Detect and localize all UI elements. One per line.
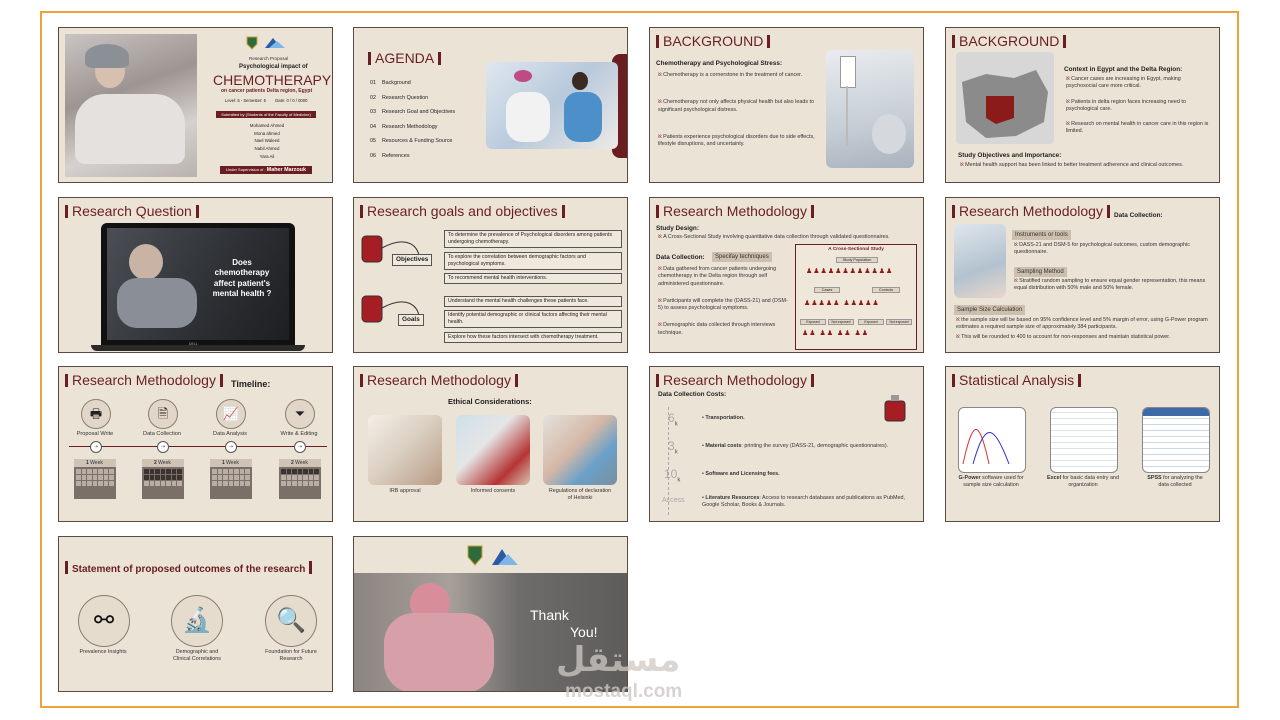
- objective-item: To recommend mental health interventions.: [444, 273, 622, 284]
- objectives-label: Objectives: [392, 254, 432, 266]
- student-name: Yara Ali: [259, 153, 275, 159]
- timeline-arrow-icon: ⇢: [157, 441, 169, 453]
- slide-research-question[interactable]: [58, 197, 333, 353]
- timeline-step-label: Write & Editing: [280, 431, 318, 437]
- slide-title[interactable]: [58, 27, 333, 183]
- cost-amount: $10_k$: [664, 467, 681, 484]
- microscope-icon: 🔬: [171, 595, 223, 647]
- slide-agenda[interactable]: [353, 27, 628, 183]
- cost-amount: Access: [662, 497, 685, 504]
- week-calendar: [210, 459, 252, 499]
- helsinki-photo: [543, 415, 617, 485]
- agenda-item: 05 Resources & Funding Source: [370, 138, 453, 145]
- slide-background-1[interactable]: [649, 27, 924, 183]
- logo-shield-icon: [245, 36, 291, 50]
- bullet-item: ℵ Chemotherapy not only affects physical health but also leads to significant psychological distress.: [658, 99, 818, 114]
- bullet-item: ℵ A Cross-Sectional Study involving quantitative data collection through validated questionnaires.: [658, 234, 920, 241]
- diagram-root: Study Population: [836, 257, 878, 263]
- timeline-arrow-icon: ⇢: [90, 441, 102, 453]
- title-meta: Level: 5 - Semester: 5 Date: 0 / 0 / 0000: [225, 98, 308, 103]
- magnifier-icon: 🔍: [265, 595, 317, 647]
- egypt-map: [956, 52, 1054, 144]
- section-heading: Data Collection Costs:: [658, 391, 727, 398]
- slide-outcomes[interactable]: [58, 536, 333, 692]
- bullet-list: [658, 266, 792, 337]
- title-topic: on cancer patients Delta region, Egypt: [221, 88, 313, 94]
- sample-size-label: Sample Size Calculation: [954, 305, 1025, 315]
- diagram-leaf: Exposed: [858, 319, 884, 325]
- timeline-line: [69, 446, 327, 447]
- timeline-step-label: Proposal Write: [76, 431, 114, 437]
- printer-icon: 🖶: [81, 399, 111, 429]
- slide-heading: Statistical Analysis: [952, 372, 1081, 388]
- goal-item: Understand the mental health challenges these patients face.: [444, 296, 622, 307]
- section-heading: Study Design:: [656, 225, 699, 232]
- bullet-item: ℵ Cancer cases are increasing in Egypt, making psychosocial care more critical.: [1066, 76, 1211, 91]
- slide-heading: Research goals and objectives: [360, 203, 565, 219]
- outcome-label: Foundation for Future Research: [265, 649, 317, 663]
- university-logos: [245, 36, 291, 50]
- slide-heading: Research Question: [65, 203, 199, 219]
- cost-amount: $6_k$: [668, 411, 678, 428]
- iv-drip-photo: [826, 50, 914, 168]
- goal-item: Identify potential demographic or clinical factors affecting their mental health.: [444, 310, 622, 328]
- cost-amount: $3_k$: [668, 439, 678, 456]
- timeline-arrow-icon: ⇢: [225, 441, 237, 453]
- student-name: Mona ahmed: [254, 130, 280, 136]
- slide-methodology-collection[interactable]: [945, 197, 1220, 353]
- bullet-item: ℵ Mental health support has been linked to better treatment adherence and clinical outcomes.: [960, 162, 1220, 169]
- timeline-step-label: Data Collection: [143, 431, 181, 437]
- patient-photo: [65, 34, 197, 177]
- goals-label: Goals: [398, 314, 424, 326]
- objective-item: To explore the correlation between demographic factors and psychological symptoms.: [444, 252, 622, 270]
- bullet-list: [1066, 76, 1211, 136]
- laptop-screen: [107, 228, 289, 340]
- watermark-latin: mostaql.com: [565, 681, 683, 702]
- bullet-item: ℵ Data gathered from cancer patients undergoing chemotherapy in the Delta region through self administered questionnaire.: [658, 266, 792, 288]
- timeline-arrow-icon: ⇢: [294, 441, 306, 453]
- document-icon: 🗎: [148, 399, 178, 429]
- slide-heading: AGENDA: [368, 50, 441, 66]
- week-label: Week: [90, 460, 103, 466]
- diagram-leaf: Exposed: [800, 319, 826, 325]
- blood-bag-icon: [360, 228, 450, 348]
- supervisor-label: Under Supervision of :: [226, 167, 266, 172]
- bullet-item: ℵ Patients in delta region faces increasing need to psychological care.: [1066, 99, 1211, 114]
- slide-statistical-analysis[interactable]: [945, 366, 1220, 522]
- week-number: 1: [222, 460, 225, 466]
- agenda-item: 04 Research Methodology: [370, 123, 438, 130]
- slide-goals-objectives[interactable]: [353, 197, 628, 353]
- diagram-title: A Cross-Sectional Study: [828, 247, 884, 252]
- student-name: Mohamed Ahmed: [249, 123, 285, 128]
- gpower-screenshot: [958, 407, 1026, 473]
- ethics-label: IRB approval: [389, 488, 421, 494]
- cross-sectional-diagram: [795, 244, 917, 350]
- slide-heading: BACKGROUND: [952, 33, 1066, 49]
- objective-item: To determine the prevalence of Psychological disorders among patients undergoing chemotherapy.: [444, 230, 622, 248]
- cost-item: • Software and Licensing fees.: [702, 471, 780, 477]
- people-icons: ♟♟ ♟♟ ♟♟ ♟♟: [802, 330, 870, 337]
- title-subtitle: Psychological impact of: [239, 64, 308, 70]
- laptop: [101, 223, 295, 353]
- slide-heading: Statement of proposed outcomes of the research: [65, 561, 312, 575]
- tool-caption: Excel for basic data entry and organization: [1047, 475, 1119, 489]
- laptop-brand: DELL: [189, 342, 198, 346]
- diagram-cases: Cases: [814, 287, 840, 293]
- agenda-item: 01 Background: [370, 80, 411, 86]
- section-heading: Ethical Considerations:: [448, 397, 532, 406]
- agenda-item: 06 References: [370, 152, 410, 159]
- submitted-by-band: Submitted by (Students of the Faculty of Medicine): [216, 111, 316, 118]
- cost-item: • Transportation.: [702, 415, 745, 421]
- slide-heading: Research Methodology: [656, 203, 814, 219]
- people-icons: ♟♟♟♟♟ ♟♟♟♟♟: [804, 300, 880, 307]
- tool-caption: SPSS for analyzing the data collected: [1147, 475, 1203, 489]
- diagram-leaf: Not exposed: [828, 319, 854, 325]
- question-text: Does chemotherapy affect patient's mental health ?: [212, 258, 272, 299]
- signing-photo: [368, 415, 442, 485]
- bullet-item: ℵ Research on mental health in cancer care in this region is limited.: [1066, 121, 1211, 136]
- student-name: Nael Waleed: [254, 138, 280, 144]
- diagram-controls: Controls: [872, 287, 900, 293]
- specify-techniques-label: Specifay techniques: [712, 252, 772, 262]
- week-label: Week: [158, 460, 171, 466]
- bullet-item: ℵ Chemotherapy is a cornerstone in the treatment of cancer.: [658, 72, 818, 79]
- proposal-label: Research Proposal: [249, 56, 289, 61]
- agenda-list: [370, 76, 455, 164]
- logo-shield-icon: [466, 545, 522, 567]
- chart-icon: 📈: [216, 399, 246, 429]
- consent-photo: [456, 415, 530, 485]
- bullet-item: ℵ Patients experience psychological disorders due to side effects, lifestyle disruptions, and uncertainty.: [658, 134, 818, 149]
- outcome-label: Demographic and Clinical Correlations: [173, 649, 221, 663]
- timeline-step-label: Data Analysis: [213, 431, 247, 437]
- ethics-label: Regulations of declaration of Helsinki: [548, 488, 612, 502]
- people-icons: ♟♟♟♟♟♟♟♟♟♟♟♟: [806, 268, 894, 275]
- slide-heading: Research Methodology: [65, 372, 223, 388]
- slide-heading: Research Methodology: [952, 203, 1110, 219]
- watermark-arabic: مستقل: [556, 641, 681, 679]
- week-calendar: [279, 459, 321, 499]
- week-label: Week: [295, 460, 308, 466]
- diagram-leaf: Not exposed: [886, 319, 912, 325]
- supervisor-name: Maher Marzouk: [266, 167, 306, 173]
- thank-line-2: You!: [570, 624, 598, 640]
- nurse-photo: [486, 62, 618, 149]
- slide-ethics[interactable]: [353, 366, 628, 522]
- section-heading: Data Collection:: [656, 254, 705, 261]
- supervisor-band: [220, 166, 312, 174]
- slide-methodology-design[interactable]: [649, 197, 924, 353]
- distribution-curve-icon: [959, 408, 1025, 472]
- tool-caption: G-Power software used for sample size calculation: [958, 475, 1024, 489]
- slide-background-2[interactable]: [945, 27, 1220, 183]
- agenda-item: 03 Research Goal and Objectives: [370, 109, 456, 116]
- bullet-item: ℵ DASS-21 and DSM-5 for psychological outcomes, custom demographic questionnaire.: [1014, 242, 1214, 257]
- filter-icon: ⏷: [285, 399, 315, 429]
- section-heading-2: Study Objectives and Importance:: [958, 152, 1062, 159]
- hands-photo: [954, 224, 1006, 298]
- bullet-list: [658, 72, 818, 148]
- week-calendar: [142, 459, 184, 499]
- slide-heading: Research Methodology: [360, 372, 518, 388]
- section-heading: Data Collection:: [1114, 212, 1163, 219]
- agenda-item: 02 Research Question: [370, 94, 429, 101]
- slide-heading: BACKGROUND: [656, 33, 770, 49]
- ethics-label: Informed consents: [470, 488, 516, 494]
- bullet-list: [956, 317, 1214, 341]
- slide-timeline[interactable]: [58, 366, 333, 522]
- week-number: 1: [86, 460, 89, 466]
- section-heading: Timeline:: [231, 379, 271, 389]
- bullet-item: ℵ Stratified random sampling to ensure equal gender representation, this means equal distribution with 50% male and 50% female.: [1014, 278, 1214, 293]
- bullet-item: ℵ This will be rounded to 400 to account for non-responses and maintain statistical power.: [956, 334, 1214, 341]
- student-list: [249, 122, 285, 161]
- cost-item: • Material costs: printing the survey (DASS-21, demographic questionnaires).: [702, 443, 889, 449]
- bullet-item: ℵ Demographic data collected through interviews technique.: [658, 322, 792, 337]
- sampling-label: Sampling Method: [1014, 267, 1067, 277]
- week-number: 2: [291, 460, 294, 466]
- student-name: Nabil Ahmed: [254, 146, 280, 152]
- university-logos: [466, 545, 522, 567]
- slide-heading: Research Methodology: [656, 372, 814, 388]
- cost-item: • Literature Resources: Access to research databases and publications as PubMed, Google Scholar, Books & Journals.: [702, 495, 905, 509]
- week-label: Week: [226, 460, 239, 466]
- egypt-map-icon: [956, 52, 1054, 144]
- excel-screenshot: [1050, 407, 1118, 473]
- section-heading: Chemotherapy and Psychological Stress:: [656, 60, 783, 67]
- week-calendar: [74, 459, 116, 499]
- spss-screenshot: [1142, 407, 1210, 473]
- outcome-label: Prevalence Insights: [79, 649, 127, 655]
- week-number: 2: [154, 460, 157, 466]
- instruments-label: Instruments or tools: [1012, 230, 1071, 240]
- bullet-item: ℵ the sample size will be based on 95% confidence level and 5% margin of error, using G-Power program estimates a required sample size of approximately 384 participants.: [956, 317, 1214, 332]
- section-heading: Context in Egypt and the Delta Region:: [1064, 66, 1183, 73]
- bullet-item: ℵ Participants will complete the (DASS-21) and (DSM-5) to assess psychological symptoms.: [658, 298, 792, 313]
- title-main: CHEMOTHERAPY: [213, 72, 332, 88]
- slide-costs[interactable]: [649, 366, 924, 522]
- binoculars-icon: ⚯: [78, 595, 130, 647]
- thank-line-1: Thank: [530, 607, 569, 623]
- goal-item: Explore how these factors intersect with chemotherapy treatment.: [444, 332, 622, 343]
